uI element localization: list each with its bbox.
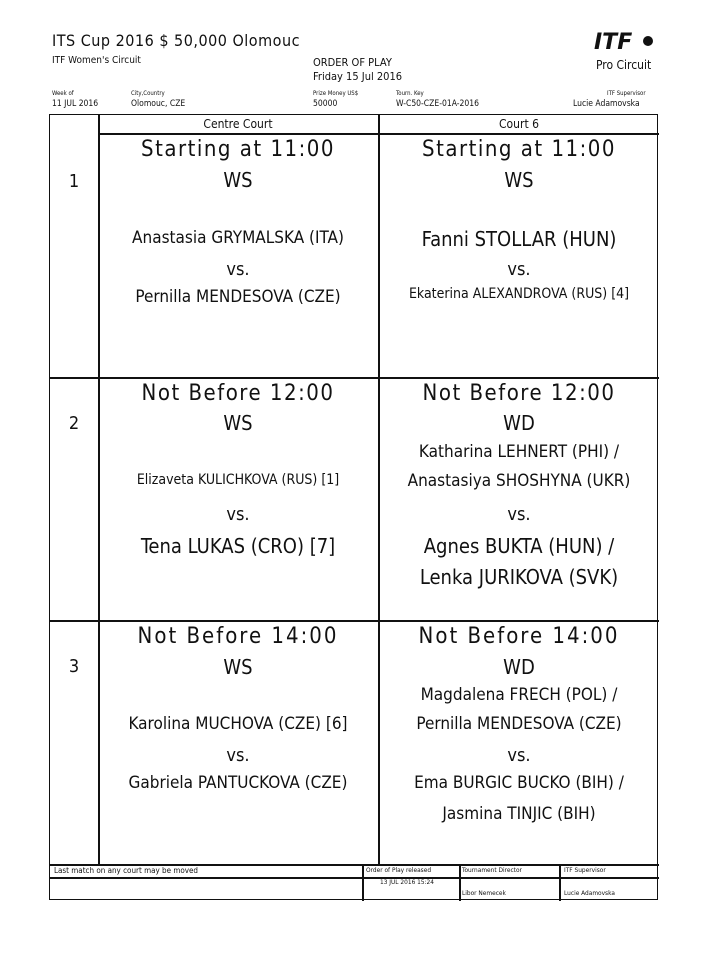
logo-subtitle: Pro Circuit: [596, 58, 652, 72]
start-time: Not Before 14:00: [418, 624, 620, 649]
match-cell-court6-2: [379, 377, 659, 620]
week-value: 11 JUL 2016: [52, 99, 99, 109]
start-time: Not Before 14:00: [137, 624, 339, 649]
week-label: Week of: [52, 90, 74, 97]
tennis-ball-icon: [643, 36, 653, 46]
director-value: Libor Nemecek: [462, 889, 506, 897]
supervisor-label: ITF Supervisor: [607, 90, 646, 97]
player-two: Tena LUKAS (CRO) [7]: [140, 534, 336, 558]
team-one-player-b: Anastasiya SHOSHYNA (UKR): [407, 471, 631, 491]
team-two-player-b: Jasmina TINJIC (BIH): [442, 804, 596, 824]
team-one-player-a: Katharina LEHNERT (PHI) /: [418, 442, 620, 462]
prize-label: Prize Money US$: [313, 90, 359, 97]
player-one: Elizaveta KULICHKOVA (RUS) [1]: [136, 472, 340, 488]
start-time: Starting at 11:00: [141, 137, 335, 162]
versus: vs.: [226, 745, 250, 766]
versus: vs.: [507, 745, 531, 766]
order-of-play-table: [49, 114, 658, 900]
footer-supervisor-label: ITF Supervisor: [564, 866, 606, 874]
team-two-player-a: Agnes BUKTA (HUN) /: [423, 534, 615, 558]
event-type: WS: [223, 168, 253, 192]
start-time: Starting at 11:00: [422, 137, 616, 162]
event-type: WS: [223, 411, 253, 435]
start-time: Not Before 12:00: [422, 381, 616, 406]
tourn-key-value: W-C50-CZE-01A-2016: [396, 99, 479, 109]
versus: vs.: [226, 504, 250, 525]
court-header-centre: Centre Court: [203, 117, 273, 131]
match-cell-court6-3: [379, 620, 659, 864]
team-one-player-a: Magdalena FRECH (POL) /: [420, 685, 618, 705]
released-value: 13 JUL 2016 15:24: [380, 878, 434, 886]
versus: vs.: [507, 504, 531, 525]
footer-note: Last match on any court may be moved: [54, 866, 198, 875]
team-two-player-b: Lenka JURIKOVA (SVK): [419, 565, 619, 589]
player-two: Ekaterina ALEXANDROVA (RUS) [4]: [408, 286, 630, 302]
player-one: Fanni STOLLAR (HUN): [421, 227, 617, 251]
city-value: Olomouc, CZE: [131, 99, 186, 109]
circuit-name: ITF Women's Circuit: [52, 55, 141, 66]
itf-pro-circuit-logo: [590, 30, 670, 80]
play-date: Friday 15 Jul 2016: [313, 70, 403, 83]
tournament-title: ITS Cup 2016 $ 50,000 Olomouc: [52, 31, 300, 50]
team-two-player-a: Ema BURGIC BUCKO (BIH) /: [414, 773, 624, 793]
supervisor-value: Lucie Adamovska: [573, 99, 640, 109]
match-row-number: 2: [68, 413, 80, 434]
versus: vs.: [507, 259, 531, 280]
team-one-player-b: Pernilla MENDESOVA (CZE): [416, 714, 622, 734]
event-type: WS: [504, 168, 534, 192]
tourn-key-label: Tourn. Key: [396, 90, 424, 97]
match-row-number: 1: [68, 171, 80, 192]
player-two: Gabriela PANTUCKOVA (CZE): [128, 773, 348, 793]
player-two: Pernilla MENDESOVA (CZE): [135, 287, 341, 307]
event-type: WD: [503, 411, 535, 435]
player-one: Karolina MUCHOVA (CZE) [6]: [128, 714, 348, 734]
event-type: WD: [503, 655, 535, 679]
order-of-play-label: ORDER OF PLAY: [313, 56, 392, 69]
match-row-number: 3: [68, 656, 80, 677]
match-cell-centre-3: [98, 620, 378, 864]
versus: vs.: [226, 259, 250, 280]
director-label: Tournament Director: [462, 866, 522, 874]
released-label: Order of Play released: [366, 866, 432, 874]
start-time: Not Before 12:00: [141, 381, 335, 406]
event-type: WS: [223, 655, 253, 679]
match-cell-centre-2: [98, 377, 378, 620]
court-header-court6: Court 6: [499, 117, 539, 131]
footer-supervisor-value: Lucie Adamovska: [564, 889, 615, 897]
city-label: City,Country: [131, 90, 165, 97]
prize-value: 50000: [313, 99, 338, 109]
match-cell-court6-1: [379, 133, 659, 377]
logo-text: ITF: [594, 30, 633, 55]
match-cell-centre-1: [98, 133, 378, 377]
player-one: Anastasia GRYMALSKA (ITA): [132, 228, 344, 248]
